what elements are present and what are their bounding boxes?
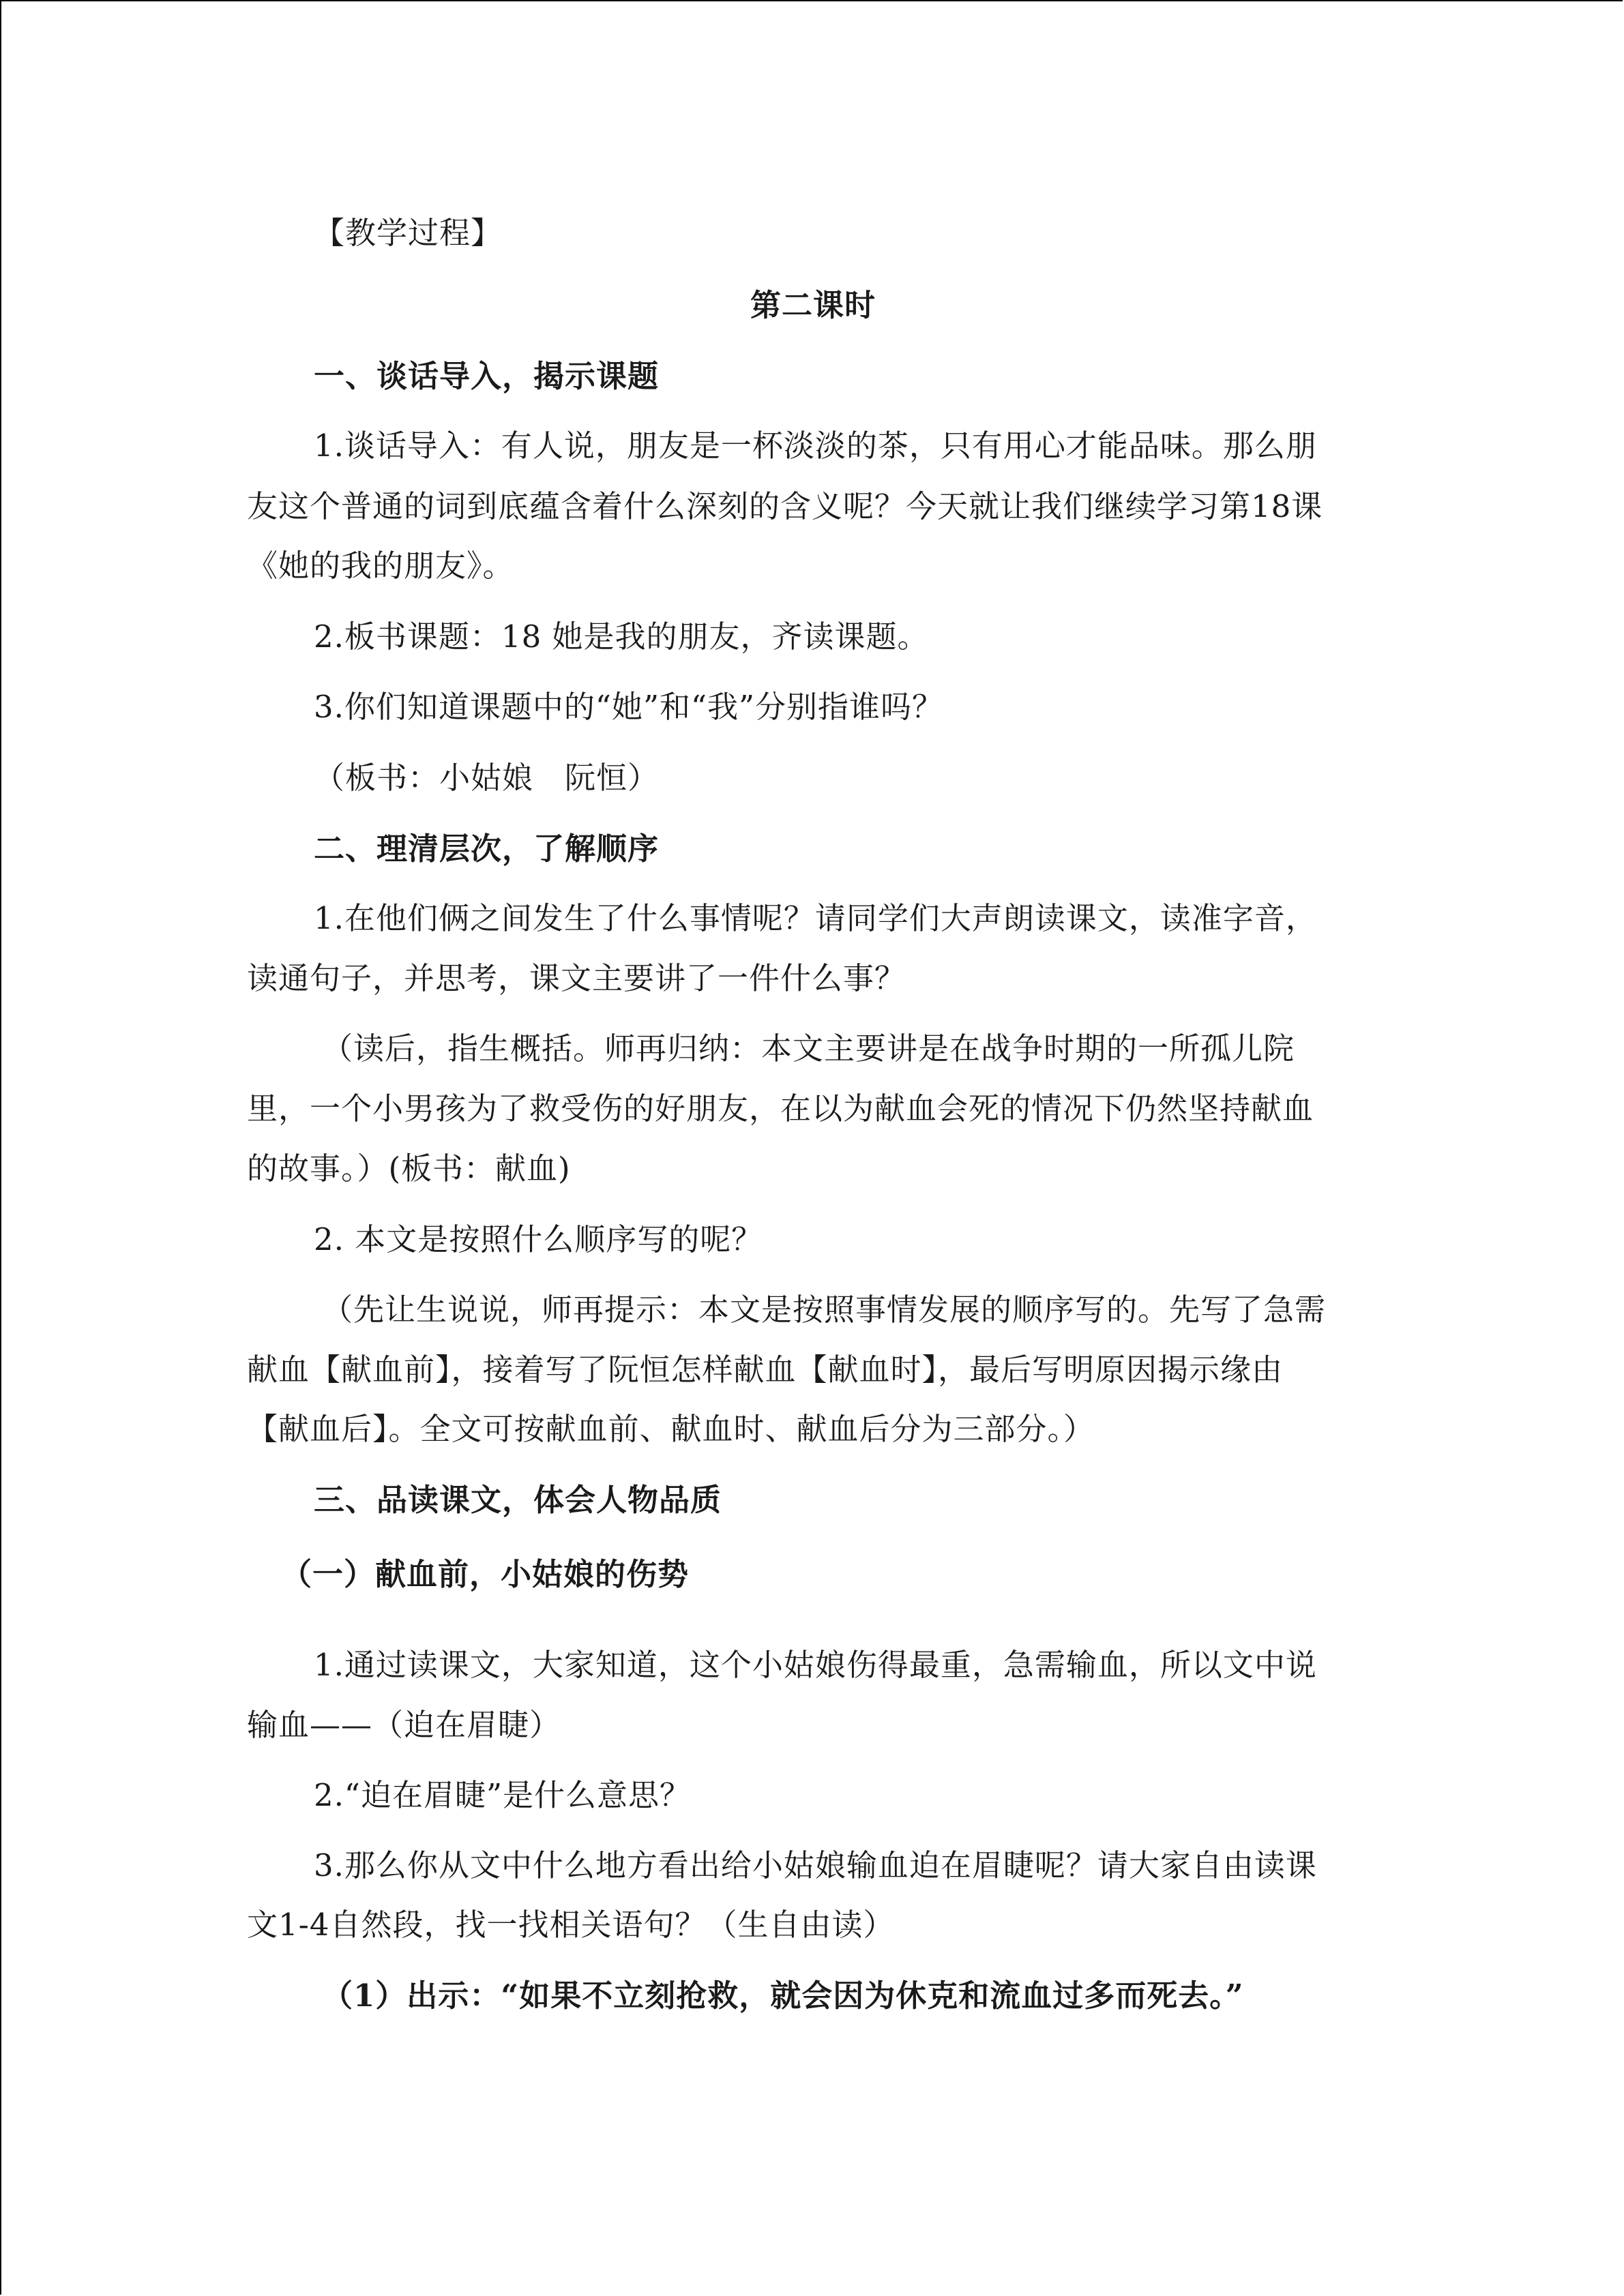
- paragraph-line: 2.“迫在眉睫”是什么意思？: [314, 1777, 691, 1813]
- paragraph-line: 献血【献血前】，接着写了阮恒怎样献血【献血时】，最后写明原因揭示缘由: [247, 1352, 1284, 1388]
- paragraph-line: （读后，指生概括。师再归纳：本文主要讲是在战争时期的一所孤儿院: [322, 1030, 1295, 1067]
- paragraph-line: （先让生说说，师再提示：本文是按照事情发展的顺序写的。先写了急需: [322, 1292, 1327, 1328]
- section-label: 【教学过程】: [314, 215, 503, 251]
- subsection-heading: （一）献血前，小姑娘的伤势: [281, 1556, 690, 1592]
- paragraph-line: 的故事。）(板书：献血): [247, 1150, 571, 1187]
- section-heading: 三、品读课文，体会人物品质: [314, 1482, 722, 1518]
- lesson-title: 第二课时: [750, 287, 876, 323]
- paragraph-line: 1.谈话导入：有人说，朋友是一杯淡淡的茶，只有用心才能品味。那么朋: [314, 428, 1317, 464]
- paragraph-line: 友这个普通的词到底蕴含着什么深刻的含义呢？今天就让我们继续学习第18课: [247, 488, 1323, 524]
- section-heading: 一、谈话导入，揭示课题: [314, 358, 660, 394]
- paragraph-line: 2. 本文是按照什么顺序写的呢？: [314, 1221, 763, 1257]
- paragraph-line: 《她的我的朋友》。: [247, 548, 514, 584]
- paragraph-line: 文1-4自然段，找一找相关语句？（生自由读）: [247, 1907, 895, 1943]
- section-heading: 二、理清层次，了解顺序: [314, 831, 660, 867]
- paragraph-line: 1.通过读课文，大家知道，这个小姑娘伤得最重，急需输血，所以文中说: [314, 1647, 1317, 1683]
- quoted-sentence: （1）出示：“如果不立刻抢救，就会因为休克和流血过多而死去。”: [322, 1978, 1244, 2014]
- paragraph-line: 输血——（迫在眉睫）: [247, 1707, 561, 1743]
- paragraph-line: 读通句子，并思考，课文主要讲了一件什么事？: [247, 960, 906, 996]
- paragraph-line: 【献血后】。全文可按献血前、献血时、献血后分为三部分。）: [247, 1411, 1095, 1447]
- paragraph-line: 1.在他们俩之间发生了什么事情呢？请同学们大声朗读课文，读准字音，: [314, 900, 1317, 936]
- paragraph-line: 里，一个小男孩为了救受伤的好朋友，在以为献血会死的情况下仍然坚持献血: [247, 1090, 1314, 1127]
- paragraph-line: 3.那么你从文中什么地方看出给小姑娘输血迫在眉睫呢？请大家自由读课: [314, 1847, 1317, 1883]
- paragraph-line: 3.你们知道课题中的“她”和“我”分别指谁吗？: [314, 689, 943, 725]
- paragraph-line: （板书：小姑娘 阮恒）: [314, 760, 660, 796]
- paragraph-line: 2.板书课题：18 她是我的朋友，齐读课题。: [314, 618, 929, 655]
